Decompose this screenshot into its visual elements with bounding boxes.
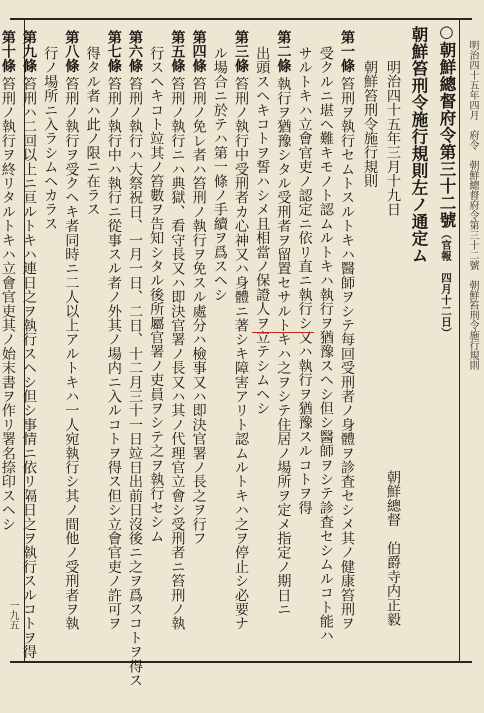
article-number: 第七條 [105,30,122,73]
article-text: 行スヘキコト竝其ノ笞數ヲ告知シタル後所屬官署ノ吏員ヲシテ之ヲ執行セシム [148,46,165,543]
article-column [170,30,184,630]
article-number: 第十條 [0,30,16,73]
article-text: 笞刑ノ免レ者ハ笞刑ノ執行ヲ免スル處分ハ檢事又ハ即決官署ノ長之ヲ行フ [190,76,207,546]
page-number: 一九五 [7,600,18,630]
rule-title: 朝鮮笞刑令施行規則 [362,60,378,188]
article-text: 笞刑ハ二回以上ニ亘ルトキハ連日之ヲ執行スヘシ但シ事情ニ依リ隔日之ヲ執行スルコトヲ得 [21,76,37,659]
article-number: 第九條 [21,30,37,73]
article-number: 第一條 [339,30,355,73]
article-text: 行ノ場所ニ入ラシムヘカラス [42,46,59,231]
article-text: 笞刑ノ執行ハ大祭祝日、一月一日、二日、十二月三十一日竝日出前日沒後ニ之ヲ爲スコトヲ得ス [127,76,143,688]
article-number: 第二條 [275,30,292,73]
article-column [149,46,163,543]
frame-rule-top [10,18,472,20]
article-text: 笞刑ノ執行ヲ受クヘキ者同時ニ二人以上アルトキハ一人宛執行シ其ノ間他ノ受刑者ヲ執 [63,76,80,631]
article-text: 笞刑ノ執行ニハ典獄、看守長又ハ即決官署ノ長又ハ其ノ代理官立會シ受刑者ニ笞刑ノ執 [169,76,186,631]
article-text: ル場合ニ於テハ第一條ノ手續ヲ爲スヘシ [211,46,228,302]
article-text: 笞刑ノ執行中ハ執行ニ從事スル者ノ外其ノ場内ニ入ルコトヲ得ス但シ立會官吏ノ許可ヲ [105,76,122,631]
article-column [276,30,290,616]
gazette-note: （官報 四月十二日） [440,228,452,339]
article-column [234,30,248,630]
article-text: 笞刑ノ執行ヲ終リタルトキハ立會官吏其ノ始末書ヲ作リ署名捺印スヘシ [0,76,16,532]
ordinance-title: ○朝鮮總督府令第三十二號 [437,22,456,229]
article-number: 第六條 [127,30,143,73]
article-column [213,46,227,302]
article-number: 第五條 [169,30,186,73]
issuer-line: 朝鮮總督 伯爵寺内正毅 [385,470,401,627]
article-number: 第三條 [233,30,249,73]
article-column [22,30,36,659]
law-name: 朝鮮笞刑令施行規則左ノ通定ム [409,26,428,264]
article-column [340,30,354,630]
ordinance-number [438,22,455,339]
article-text: 笞刑ノ執行中受刑者カ心神又ハ身體ニ著シキ障害アリト認ムルトキハ之ヲ停止シ必要ナ [233,76,249,631]
article-column [85,46,99,216]
article-column [255,46,269,415]
frame-rule-right [459,18,460,663]
running-head-right: 明治四十五年四月 府令 朝鮮總督府令第三十二號 朝鮮笞刑令施行規則 [467,40,478,370]
article-number: 第四條 [190,30,207,73]
article-number: 第八條 [63,30,80,73]
article-text: 出頭スヘキコトヲ誓ハシメ且相當ノ保證人ヲ立テシムヘシ [254,46,271,416]
article-column [64,30,78,630]
article-column [1,30,15,531]
article-column [319,46,333,642]
date-line: 明治四十五年三月十九日 [385,60,401,217]
article-column [107,30,121,630]
frame-rule-bottom [10,661,472,663]
article-text: サルトキハ立會官吏ノ認定ニ依リ直ニ執行シ又ハ執行ヲ猶豫スルコトヲ得 [296,46,313,515]
article-text: 受クルニ堪ヘ難キモノト認ムルトキハ執行ヲ猶豫スヘシ但シ醫師ヲシテ診査セシムルコト能ハ [317,46,334,643]
article-text: 笞刑ヲ執行セムトスルトキハ醫師ヲシテ每回受刑者ノ身體ヲ診査セシメ其ノ健康笞刑ヲ [339,76,355,631]
article-column [297,46,311,515]
annotation-underline [252,332,314,333]
article-column [128,30,142,687]
article-text: 執行ヲ猶豫シタル受刑者ヲ留置セサルトキハ之ヲシテ住居ノ場所ヲ定メ指定ノ期日ニ [275,76,292,617]
article-column [191,30,205,545]
article-column [43,46,57,231]
article-text: 得タル者ハ此ノ限ニ在ラス [84,46,101,217]
